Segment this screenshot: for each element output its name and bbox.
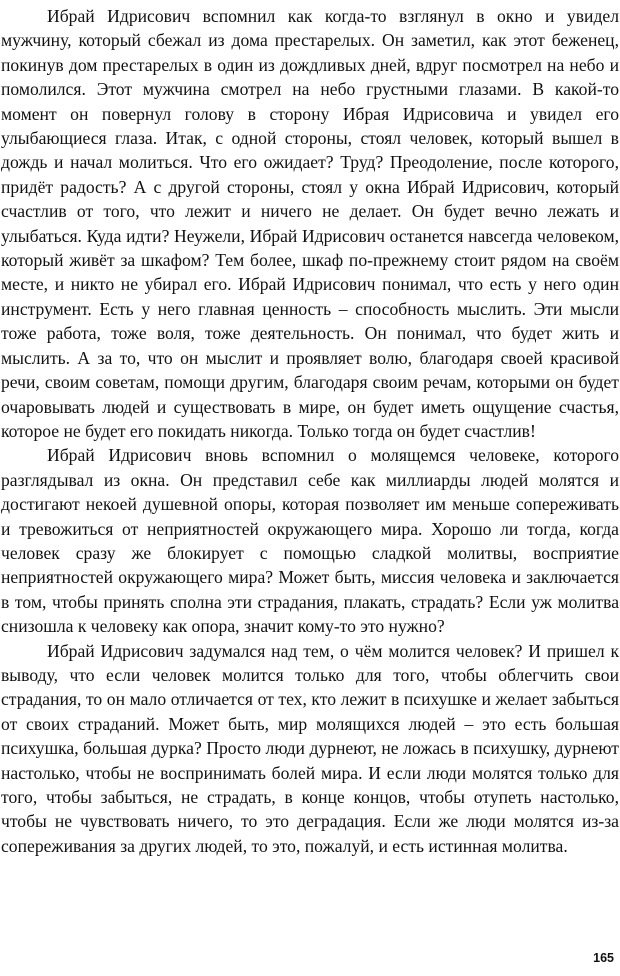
paragraph-1: Ибрай Идрисович вспомнил как когда-то взглянул в окно и увидел мужчину, который сбежал из дома престарелых. Он заметил, как этот беженец, покинув дом престарелых в один из дождливых дней, вдруг посмотрел на небо и помолился. Этот мужчина смотрел на небо грустными глазами. В какой-то момент он повернул голову в сторону Ибрая Идрисовича и увидел его улыбающиеся глаза. Итак, с одной стороны, стоял человек, который вышел в дождь и начал молиться. Что его ожидает? Труд? Преодоление, после которого, придёт радость? А с другой стороны, стоял у окна Ибрай Идрисович, который счастлив от того, что лежит и ничего не делает. Он будет вечно лежать и улыбаться. Куда идти? Неужели, Ибрай Идрисович останется навсегда человеком, который живёт за шкафом? Тем более, шкаф по-прежнему стоит рядом на своём месте, и никто не убирал его. Ибрай Идрисович понимал, что есть у него один инструмент. Есть у него главная ценность – способность мыслить. Эти мысли тоже работа, тоже воля, тоже деятельность. Он понимал, что будет жить и мыслить. А за то, что он мыслит и проявляет волю, благодаря своей красивой речи, своим советам, помощи другим, благодаря своим речам, которыми он будет очаровывать людей и существовать в мире, он будет иметь ощущение счастья, которое не будет его покидать никогда. Только тогда он будет счастлив!	[1, 6, 619, 441]
page-number: 165	[593, 951, 614, 965]
body-text	[1, 4, 619, 858]
paragraph-3: Ибрай Идрисович задумался над тем, о чём молится человек? И пришел к выводу, что если человек молится только для того, чтобы облегчить свои страдания, то он мало отличается от тех, кто лежит в психушке и желает забыться от своих страданий. Может быть, мир молящихся людей – это есть большая психушка, большая дурка? Просто люди дурнеют, не ложась в психушку, дурнеют настолько, чтобы не воспринимать болей мира. И если люди молятся только для того, чтобы забыться, не страдать, в конце концов, чтобы отупеть настолько, чтобы не чувствовать ничего, то это деградация. Если же люди молятся из-за сопереживания за других людей, то это, пожалуй, и есть истинная молитва.	[1, 640, 619, 856]
paragraph-2: Ибрай Идрисович вновь вспомнил о молящемся человеке, которого разглядывал из окна. Он представил себе как миллиарды людей молятся и достигают некоей душевной опоры, которая позволяет им меньше сопереживать и тревожиться от неприятностей окружающего мира. Хорошо ли тогда, когда человек сразу же блокирует с помощью сладкой молитвы, восприятие неприятностей окружающего мира? Может быть, миссия человека и заключается в том, чтобы принять сполна эти страдания, плакать, страдать? Если уж молитва снизошла к человеку как опора, значит кому-то это нужно?	[1, 445, 619, 637]
